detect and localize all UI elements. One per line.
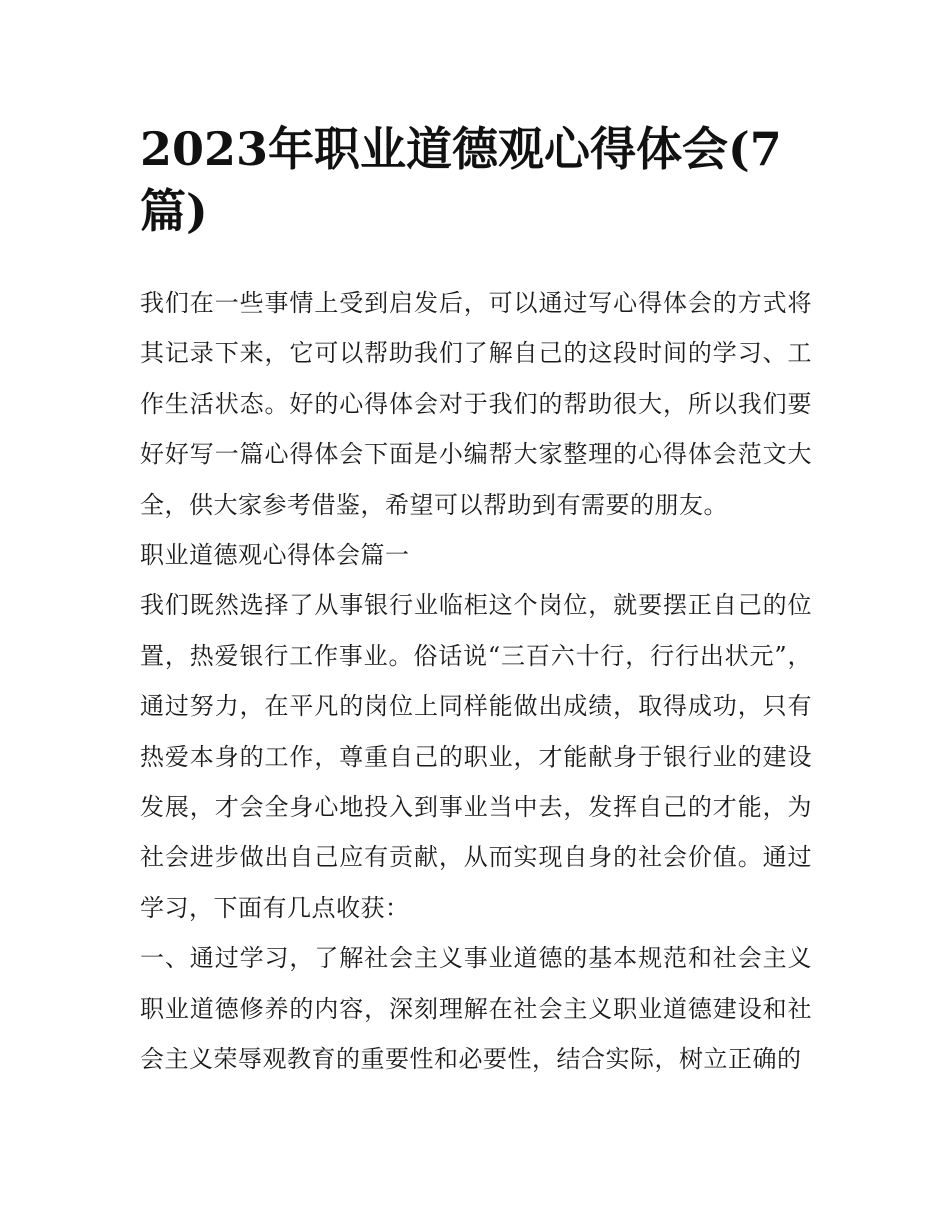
section-heading: 职业道德观心得体会篇一	[140, 541, 410, 570]
body-paragraph: 我们既然选择了从事银行业临柜这个岗位，就要摆正自己的位置，热爱银行工作事业。俗话说“三百六十行，行行出状元”，通过努力，在平凡的岗位上同样能做出成绩，取得成功，只有热爱本身的工作，尊重自己的职业，才能献身于银行业的建设发展，才会全身心地投入到事业当中去，发挥自己的才能，为社会进步做出自己应有贡献，从而实现自身的社会价值。通过学习，下面有几点收获：	[140, 591, 812, 922]
document-title: 2023年职业道德观心得体会(7篇)	[140, 122, 782, 238]
body-paragraph: 一、通过学习，了解社会主义事业道德的基本规范和社会主义职业道德修养的内容，深刻理解在社会主义职业道德建设和社会主义荣辱观教育的重要性和必要性，结合实际，树立正确的	[140, 944, 812, 1074]
intro-paragraph: 我们在一些事情上受到启发后，可以通过写心得体会的方式将其记录下来，它可以帮助我们了解自己的这段时间的学习、工作生活状态。好的心得体会对于我们的帮助很大，所以我们要好好写一篇心得体会下面是小编帮大家整理的心得体会范文大全，供大家参考借鉴，希望可以帮助到有需要的朋友。	[140, 289, 812, 519]
document-body	[140, 278, 812, 1085]
